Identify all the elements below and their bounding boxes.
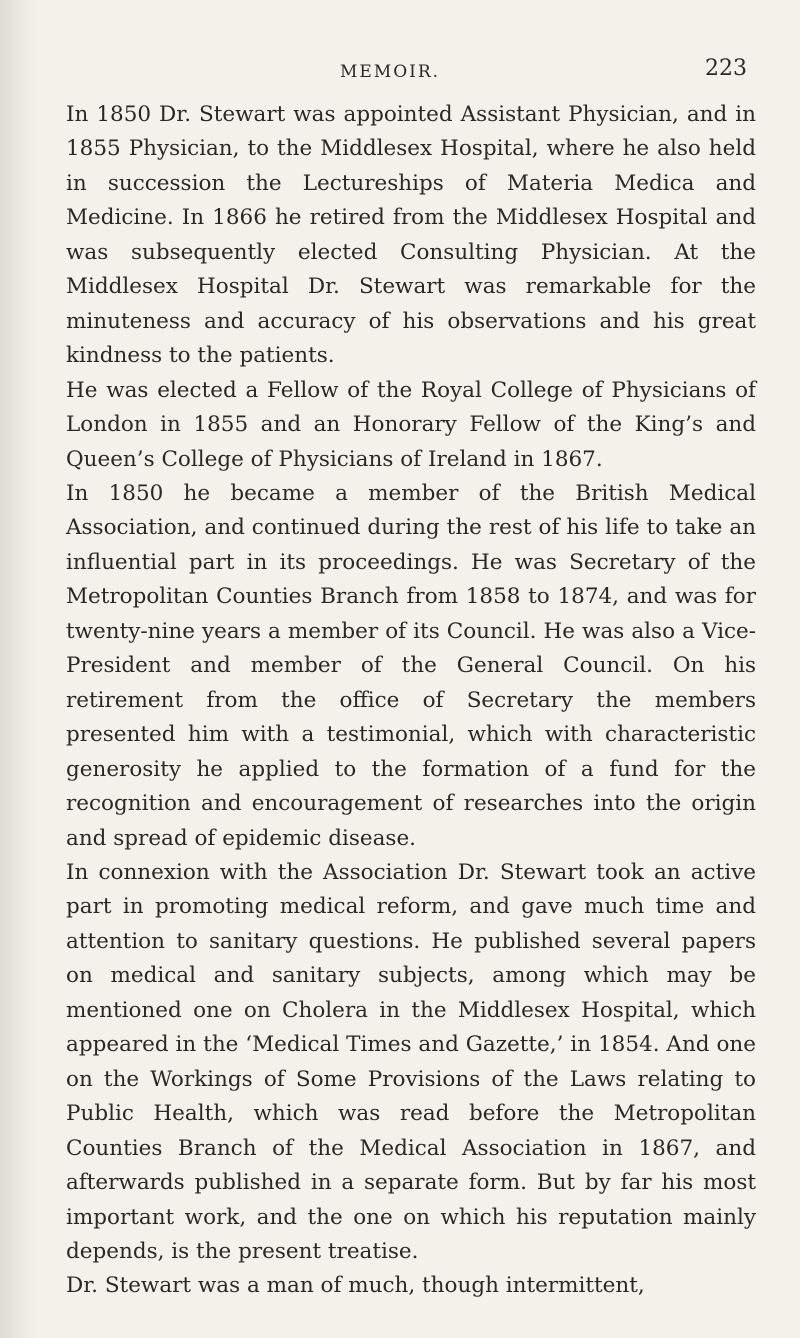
paragraph-1: In 1850 Dr. Stewart was appointed Assistant Physician, and in 1855 Physician, to the Middlesex Hospital, where he also held in succession the Lectureships of Materia Medica and Medicine. In 1866 he retired from the Middlesex Hospital and was subsequently elected Consulting Physician. At the Middlesex Hospital Dr. Stewart was remarkable for the minuteness and accuracy of his observations and his great kindness to the patients.: [66, 102, 756, 369]
page-number: 223: [705, 56, 747, 81]
paragraph-5: Dr. Stewart was a man of much, though intermittent,: [66, 1273, 645, 1299]
running-head: [0, 56, 800, 96]
page-gutter-shadow: [0, 0, 38, 1338]
paragraph-2: He was elected a Fellow of the Royal College of Physicians of London in 1855 and an Honorary Fellow of the King’s and Queen’s College of Physicians of Ireland in 1867.: [66, 377, 756, 472]
running-title: MEMOIR.: [340, 62, 441, 82]
paragraph-3: In 1850 he became a member of the British Medical Association, and continued during the rest of his life to take an influential part in its proceedings. He was Secretary of the Metropolitan Counties Branch from 1858 to 1874, and was for twenty-nine years a member of its Council. He was also a Vice-President and member of the General Council. On his retirement from the office of Secretary the members presented him with a testimonial, which with characteristic generosity he applied to the formation of a fund for the recognition and encouragement of researches into the origin and spread of epidemic disease.: [66, 480, 756, 851]
paragraph-4: In connexion with the Association Dr. Stewart took an active part in promoting medical reform, and gave much time and attention to sanitary questions. He published several papers on medical and sanitary subjects, among which may be mentioned one on Cholera in the Middlesex Hospital, which appeared in the ‘Medical Times and Gazette,’ in 1854. And one on the Workings of Some Provisions of the Laws relating to Public Health, which was read before the Metropolitan Counties Branch of the Medical Association in 1867, and afterwards published in a separate form. But by far his most important work, and the one on which his reputation mainly depends, is the present treatise.: [66, 859, 756, 1264]
body-text: [66, 98, 756, 1304]
